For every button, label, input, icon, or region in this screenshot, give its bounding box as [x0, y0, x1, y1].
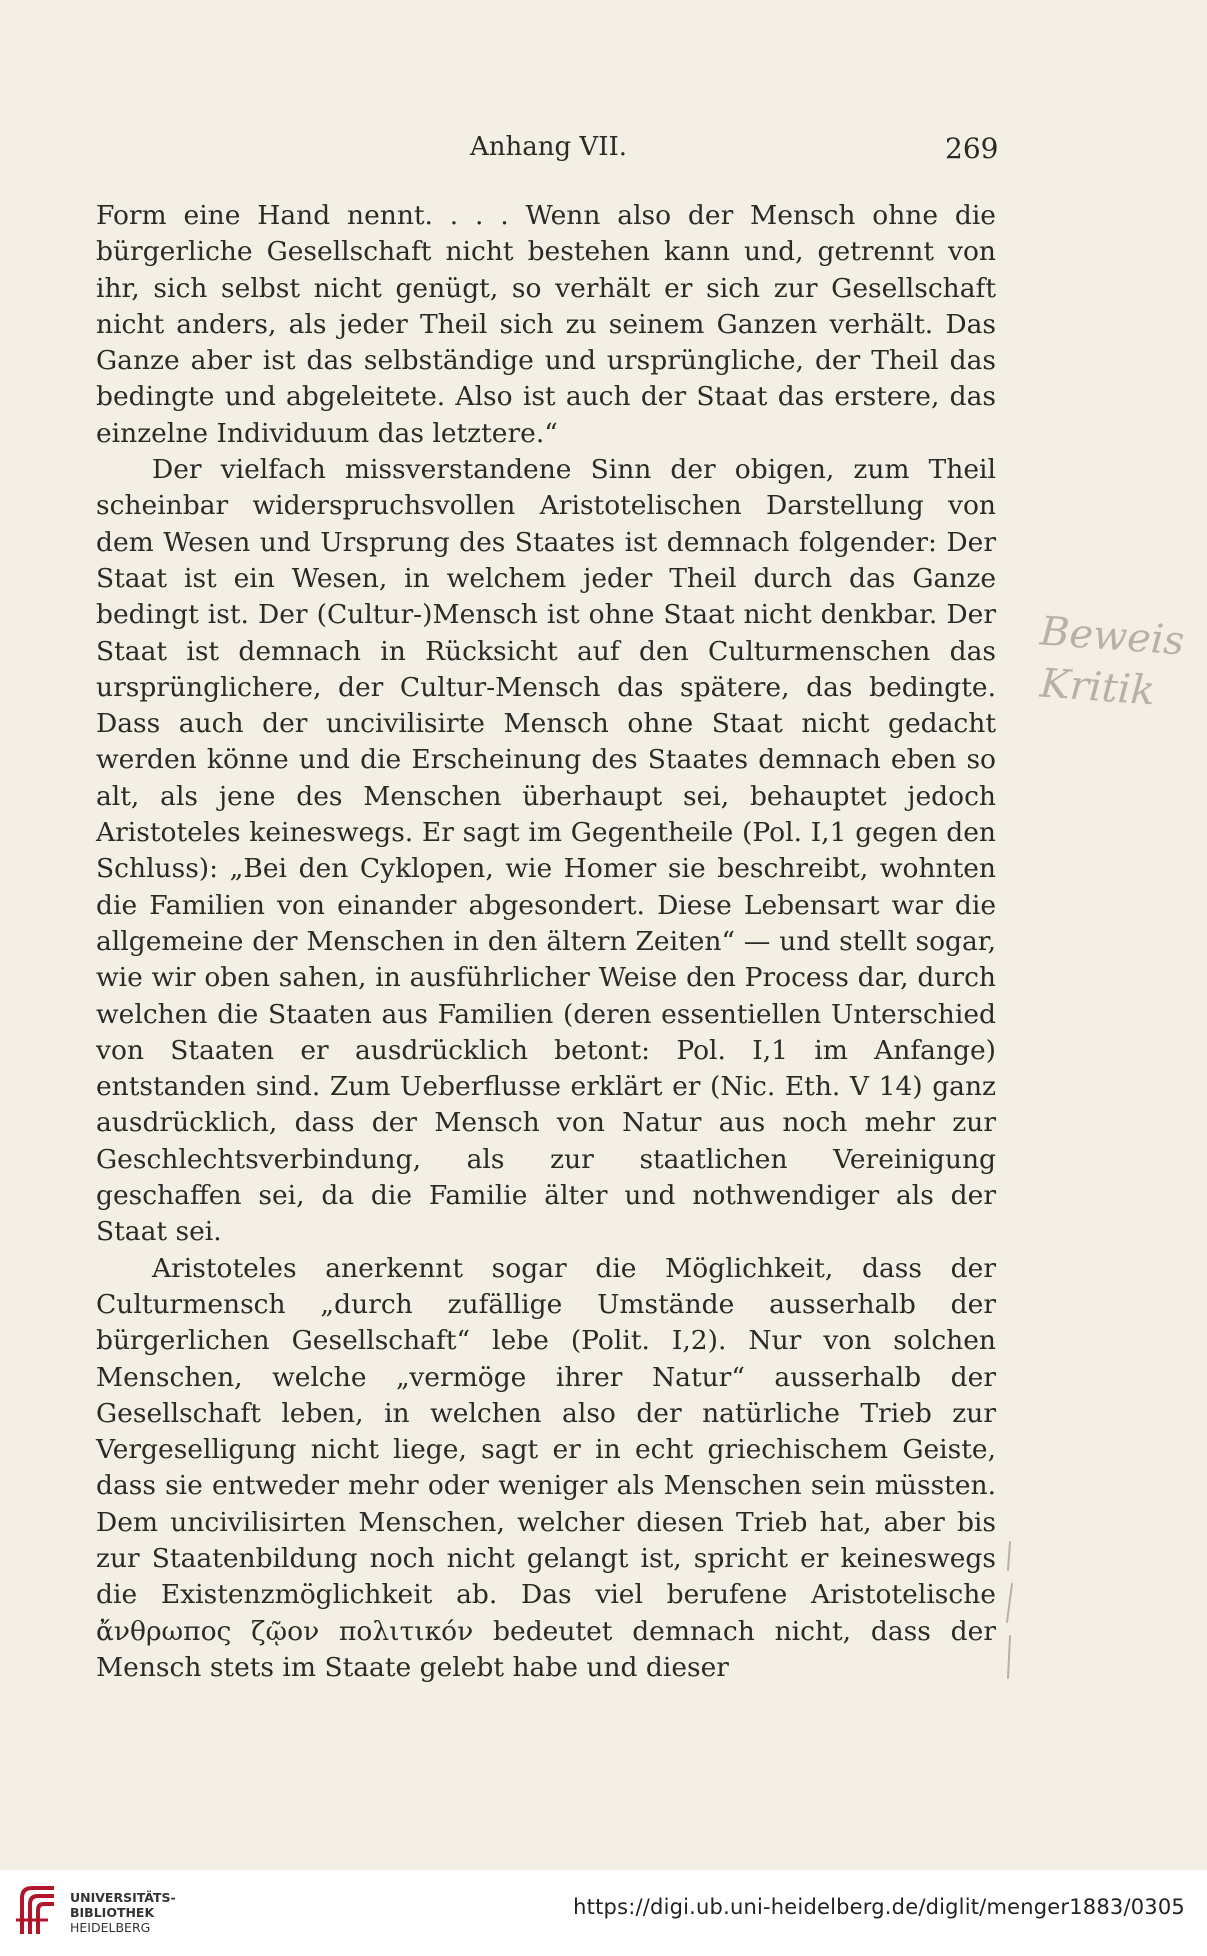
- running-head: Anhang VII.: [470, 132, 628, 162]
- margin-note-line-2: Kritik: [1038, 660, 1157, 715]
- paragraph-1: Form eine Hand nennt. . . . Wenn also der Mensch ohne die bürgerliche Gesellschaft nicht bestehen kann und, getrennt von ihr, sich selbst nicht genügt, so verhält er sich zur Gesellschaft nicht anders, als jeder Theil sich zu seinem Ganzen verhält. Das Ganze aber ist das selbständige und ursprüngliche, der Theil das bedingte und abgeleitete. Also ist auch der Staat das erstere, das einzelne Individuum das letztere.“: [96, 200, 996, 449]
- paragraph-2: Der vielfach missverstandene Sinn der obigen, zum Theil scheinbar widerspruchsvollen Aristotelischen Darstellung von dem Wesen und Ursprung des Staates ist demnach folgender: Der Staat ist ein Wesen, in welchem jeder Theil durch das Ganze bedingt ist. Der (Cultur-)Mensch ist ohne Staat nicht denkbar. Der Staat ist demnach in Rücksicht auf den Culturmenschen das ursprünglichere, der Cultur-Mensch das spätere, das bedingte. Dass auch der uncivilisirte Mensch ohne Staat nicht gedacht werden könne und die Erscheinung des Staates demnach eben so alt, als jene des Menschen überhaupt sei, behauptet jedoch Aristoteles keineswegs. Er sagt im Gegentheile (Pol. I,1 gegen den Schluss): „Bei den Cyklopen, wie Homer sie beschreibt, wohnten die Familien von einander abgesondert. Diese Lebensart war die allgemeine der Menschen in den ältern Zeiten“ — und stellt sogar, wie wir oben sahen, in ausführlicher Weise den Process dar, durch welchen die Staaten aus Familien (deren essentiellen Unterschied von Staaten er ausdrücklich betont: Pol. I,1 im Anfange) entstanden sind. Zum Ueberflusse erklärt er (Nic. Eth. V 14) ganz ausdrücklich, dass der Mensch von Natur aus noch mehr zur Geschlechtsverbindung, als zur staatlichen Vereinigung geschaffen sei, da die Familie älter und nothwendiger als der Staat sei.: [96, 454, 996, 1248]
- library-logo-icon: [12, 1880, 64, 1940]
- logo-line-2: BIBLIOTHEK: [70, 1905, 155, 1920]
- paragraph-3: Aristoteles anerkennt sogar die Möglichkeit, dass der Culturmensch „durch zufällige Umstände ausserhalb der bürgerlichen Gesellschaft“ lebe (Polit. I,2). Nur von solchen Menschen, welche „vermöge ihrer Natur“ ausserhalb der Gesellschaft leben, in welchen also der natürliche Trieb zur Vergeselligung nicht liege, sagt er in echt griechischem Geiste, dass sie entweder mehr oder weniger als Menschen sein müssten. Dem uncivilisirten Menschen, welcher diesen Trieb hat, aber bis zur Staatenbildung noch nicht gelangt ist, spricht er keineswegs die Existenzmöglichkeit ab. Das viel berufene Aristotelische ἄνθρωπος ζῷον πολιτικόν bedeutet demnach nicht, dass der Mensch stets im Staate gelebt habe und dieser: [96, 1252, 996, 1683]
- library-logo-text: [70, 1890, 176, 1935]
- logo-line-1: UNIVERSITÄTS-: [70, 1890, 176, 1905]
- page-number: 269: [945, 132, 999, 165]
- logo-line-3: HEIDELBERG: [70, 1920, 151, 1935]
- pencil-margin-note: [1038, 608, 1186, 720]
- source-url: https://digi.ub.uni-heidelberg.de/diglit/menger1883/0305: [573, 1895, 1185, 1919]
- margin-note-line-1: Beweis: [1038, 608, 1186, 665]
- body-text: [96, 198, 996, 1686]
- pencil-margin-rule: [1003, 1540, 1017, 1680]
